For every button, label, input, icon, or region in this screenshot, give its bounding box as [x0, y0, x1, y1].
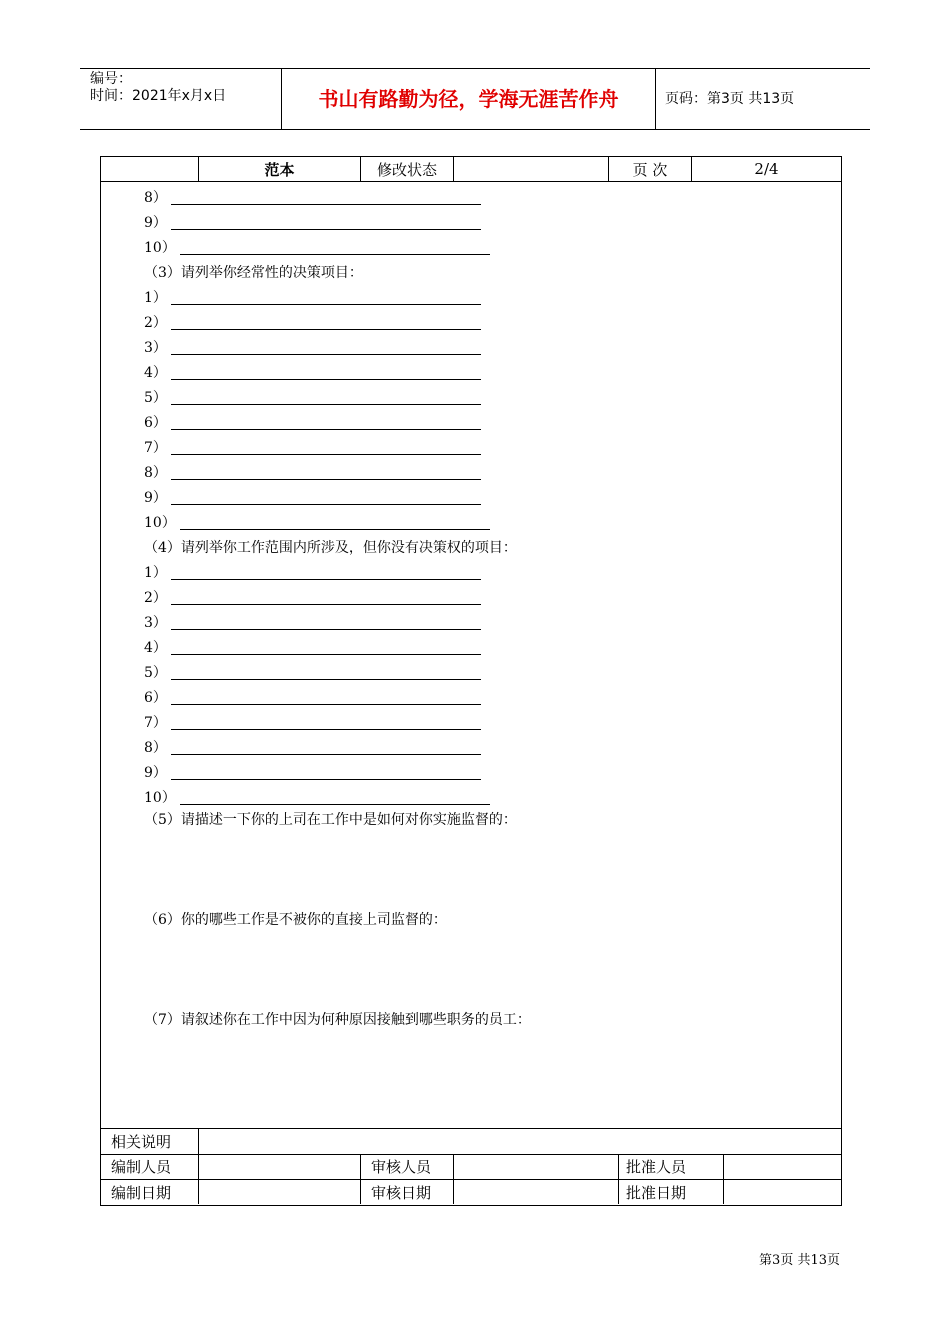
list-item: 5）: [144, 382, 481, 407]
list-item: 10）: [144, 507, 490, 532]
list-item: 5）: [144, 657, 481, 682]
form-table: [100, 156, 842, 1206]
answer-line[interactable]: [171, 778, 481, 780]
answer-line[interactable]: [171, 728, 481, 730]
status-label: 修改状态: [360, 157, 453, 181]
answer-line[interactable]: [171, 403, 481, 405]
page-times-value: 2/4: [691, 157, 841, 181]
list-item: 3）: [144, 332, 481, 357]
answer-line[interactable]: [171, 678, 481, 680]
list-item: 10）: [144, 232, 490, 257]
related-label: 相关说明: [111, 1133, 172, 1151]
time-label: 时间：2021年x月x日: [90, 88, 227, 104]
motto: 书山有路勤为径，学海无涯苦作舟: [281, 69, 656, 129]
answer-line[interactable]: [180, 528, 490, 530]
edit-date-value[interactable]: [198, 1180, 360, 1204]
editor-value[interactable]: [198, 1154, 360, 1179]
list-item: 3）: [144, 607, 481, 632]
list-item: 6）: [144, 407, 481, 432]
form-title: 范本: [198, 157, 360, 181]
answer-line[interactable]: [171, 753, 481, 755]
related-row: [101, 1128, 841, 1155]
answer-line[interactable]: [171, 428, 481, 430]
reviewer-label: 审核人员: [360, 1154, 453, 1179]
list-item: 8）: [144, 732, 481, 757]
header-page-label: 页码：第3页 共13页: [665, 91, 795, 107]
answer-line[interactable]: [180, 803, 490, 805]
approver-label: 批准人员: [618, 1154, 723, 1179]
editor-label: 编制人员: [111, 1158, 172, 1176]
form-content: [101, 182, 841, 1128]
answer-line[interactable]: [171, 653, 481, 655]
list-item: 2）: [144, 582, 481, 607]
review-date-label: 审核日期: [360, 1180, 453, 1204]
editor-row: [101, 1154, 841, 1180]
reviewer-value[interactable]: [453, 1154, 618, 1179]
answer-line[interactable]: [171, 453, 481, 455]
list-item: 9）: [144, 207, 481, 232]
list-item: 7）: [144, 707, 481, 732]
page-header: [80, 68, 870, 130]
status-value: [453, 157, 608, 181]
answer-line[interactable]: [171, 228, 481, 230]
answer-line[interactable]: [171, 203, 481, 205]
answer-line[interactable]: [171, 303, 481, 305]
list-item: 9）: [144, 482, 481, 507]
edit-date-label: 编制日期: [111, 1183, 172, 1202]
answer-line[interactable]: [180, 253, 490, 255]
question-4: （4）请列举你工作范围内所涉及，但你没有决策权的项目：: [144, 540, 517, 556]
list-item: 10）: [144, 782, 490, 807]
form-title-row: [101, 157, 841, 182]
list-item: 4）: [144, 632, 481, 657]
list-item: 1）: [144, 557, 481, 582]
blank-cell: [101, 157, 198, 181]
question-3: （3）请列举你经常性的决策项目：: [144, 265, 363, 281]
answer-line[interactable]: [171, 603, 481, 605]
answer-line[interactable]: [171, 328, 481, 330]
approver-value[interactable]: [723, 1154, 841, 1179]
date-row: [101, 1180, 841, 1204]
answer-line[interactable]: [171, 353, 481, 355]
list-item: 6）: [144, 682, 481, 707]
answer-line[interactable]: [171, 503, 481, 505]
list-item: 2）: [144, 307, 481, 332]
question-6: （6）你的哪些工作是不被你的直接上司监督的：: [144, 912, 447, 928]
code-label: 编号：: [90, 71, 132, 87]
answer-line[interactable]: [171, 628, 481, 630]
question-5: （5）请描述一下你的上司在工作中是如何对你实施监督的：: [144, 812, 517, 828]
answer-line[interactable]: [171, 578, 481, 580]
list-item: 4）: [144, 357, 481, 382]
approve-date-value[interactable]: [723, 1180, 841, 1204]
list-item: 8）: [144, 182, 481, 207]
page-times-label: 页 次: [608, 157, 691, 181]
question-7: （7）请叙述你在工作中因为何种原因接触到哪些职务的员工：: [144, 1012, 531, 1028]
page-footer: 第3页 共13页: [759, 1253, 840, 1268]
list-item: 9）: [144, 757, 481, 782]
list-item: 8）: [144, 457, 481, 482]
answer-line[interactable]: [171, 703, 481, 705]
answer-line[interactable]: [171, 478, 481, 480]
list-item: 7）: [144, 432, 481, 457]
review-date-value[interactable]: [453, 1180, 618, 1204]
list-item: 1）: [144, 282, 481, 307]
approve-date-label: 批准日期: [618, 1180, 723, 1204]
answer-line[interactable]: [171, 378, 481, 380]
header-meta: [80, 69, 281, 129]
related-value[interactable]: [198, 1129, 841, 1154]
